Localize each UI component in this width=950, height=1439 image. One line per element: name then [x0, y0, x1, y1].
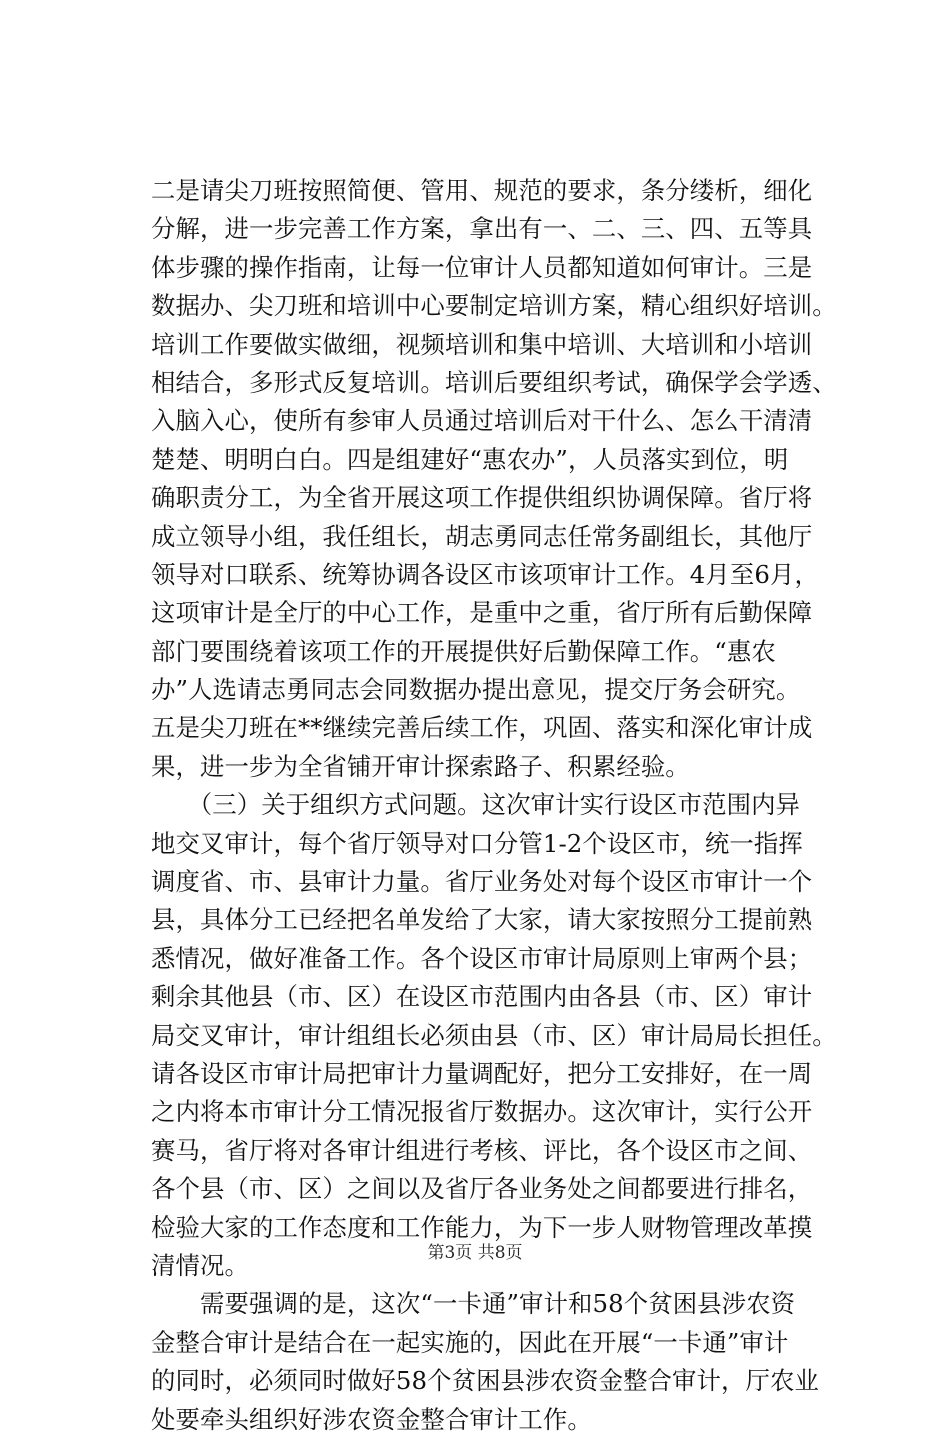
text-line: 县，具体分工已经把名单发给了大家，请大家按照分工提前熟 [151, 905, 813, 935]
text-line: 办”人选请志勇同志会同数据办提出意见，提交厅务会研究。 [151, 675, 801, 705]
text-line: 领导对口联系、统筹协调各设区市该项审计工作。4月至6月， [151, 559, 819, 589]
text-line: 五是尖刀班在**继续完善后续工作，巩固、落实和深化审计成 [151, 713, 813, 743]
text-line: 楚楚、明明白白。四是组建好“惠农办”，人员落实到位，明 [151, 444, 789, 474]
text-line: 部门要围绕着该项工作的开展提供好后勤保障工作。“惠农 [151, 636, 776, 666]
text-line: 局交叉审计，审计组组长必须由县（市、区）审计局局长担任。 [151, 1020, 837, 1050]
text-line: 赛马，省厅将对各审计组进行考核、评比，各个设区市之间、 [151, 1135, 813, 1165]
text-line: 剩余其他县（市、区）在设区市范围内由各县（市、区）审计 [151, 982, 813, 1012]
text-line: 入脑入心，使所有参审人员通过培训后对干什么、怎么干清清 [151, 406, 813, 436]
text-line: 这项审计是全厅的中心工作，是重中之重，省厅所有后勤保障 [151, 598, 813, 628]
text-line: 请各设区市审计局把审计力量调配好，把分工安排好，在一周 [151, 1058, 813, 1088]
text-line: 金整合审计是结合在一起实施的，因此在开展“一卡通”审计 [151, 1327, 789, 1357]
text-line: 二是请尖刀班按照简便、管用、规范的要求，条分缕析，细化 [151, 176, 813, 205]
text-line: 调度省、市、县审计力量。省厅业务处对每个设区市审计一个 [151, 867, 813, 897]
page-footer: 第3页 共8页 [427, 1243, 523, 1263]
text-line: 分解，进一步完善工作方案，拿出有一、二、三、四、五等具 [151, 214, 813, 244]
text-line: 体步骤的操作指南，让每一位审计人员都知道如何审计。三是 [151, 252, 813, 282]
text-line: 成立领导小组，我任组长，胡志勇同志任常务副组长，其他厅 [151, 521, 813, 551]
text-line: 地交叉审计，每个省厅领导对口分管1-2个设区市，统一指挥 [151, 828, 803, 858]
text-line: 悉情况，做好准备工作。各个设区市审计局原则上审两个县； [151, 943, 813, 973]
text-line: 各个县（市、区）之间以及省厅各业务处之间都要进行排名， [151, 1174, 813, 1204]
text-line: 果，进一步为全省铺开审计探索路子、积累经验。 [151, 751, 690, 781]
text-line: 检验大家的工作态度和工作能力，为下一步人财物管理改革摸 [151, 1212, 813, 1242]
text-line: （三）关于组织方式问题。这次审计实行设区市范围内异 [151, 790, 801, 820]
text-line: 相结合，多形式反复培训。培训后要组织考试，确保学会学透、 [151, 367, 837, 397]
text-line: 之内将本市审计分工情况报省厅数据办。这次审计，实行公开 [151, 1097, 813, 1127]
text-line: 确职责分工，为全省开展这项工作提供组织协调保障。省厅将 [151, 483, 813, 513]
text-line: 需要强调的是，这次“一卡通”审计和58个贫困县涉农资 [151, 1289, 796, 1319]
text-line: 清情况。 [151, 1250, 249, 1280]
text-line: 数据办、尖刀班和培训中心要制定培训方案，精心组织好培训。 [151, 291, 837, 321]
text-line: 的同时，必须同时做好58个贫困县涉农资金整合审计，厅农业 [151, 1366, 819, 1396]
text-line: 培训工作要做实做细，视频培训和集中培训、大培训和小培训 [151, 329, 813, 359]
text-line: 处要牵头组织好涉农资金整合审计工作。 [151, 1404, 592, 1434]
